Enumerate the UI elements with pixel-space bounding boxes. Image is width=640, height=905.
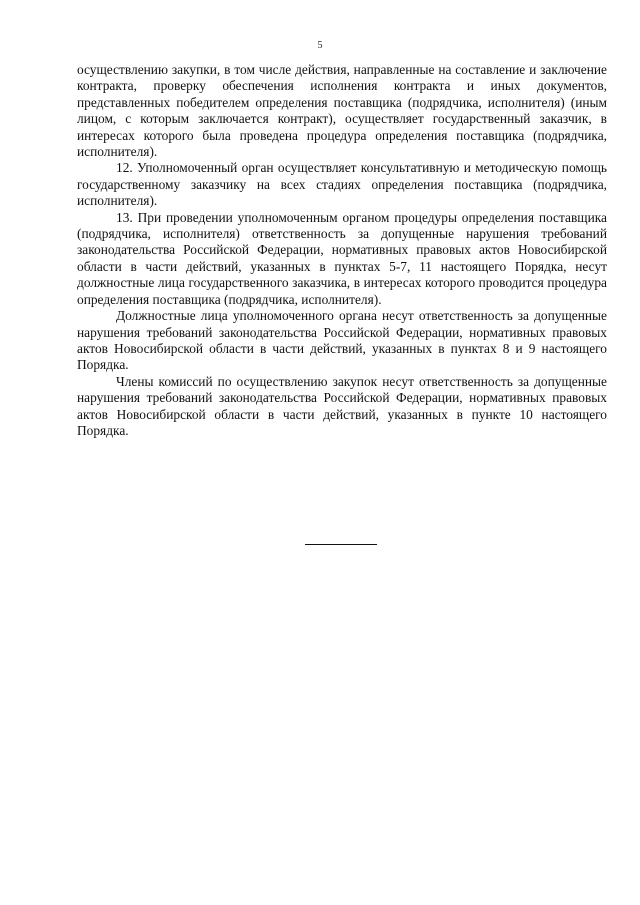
document-body	[77, 62, 607, 439]
page-number: 5	[317, 40, 323, 51]
paragraph-continuation: осуществлению закупки, в том числе действия, направленные на составление и заключение контракта, проверку обеспечения исполнения контракта и иных документов, представленных победителем определения поставщика (подрядчика, исполнителя) (иным лицом, с которым заключается контракт), осуществляет государственный заказчик, в интересах которого была проведена процедура определения поставщика (подрядчика, исполнителя).	[77, 62, 607, 160]
paragraph-item-13: 13. При проведении уполномоченным органом процедуры определения поставщика (подрядчика, исполнителя) ответственность за допущенные нарушения требований законодательства Российской Федерации, нормативных правовых актов Новосибирской области в части действий, указанных в пунктах 5-7, 11 настоящего Порядка, несут должностные лица государственного заказчика, в интересах которого проводится процедура определения поставщика (подрядчика, исполнителя).	[77, 209, 607, 307]
paragraph-authorized-body-officials: Должностные лица уполномоченного органа несут ответственность за допущенные нарушения требований законодательства Российской Федерации, нормативных правовых актов Новосибирской области в части действий, указанных в пунктах 8 и 9 настоящего Порядка.	[77, 308, 607, 373]
paragraph-item-12: 12. Уполномоченный орган осуществляет консультативную и методическую помощь государственному заказчику на всех стадиях определения поставщика (подрядчика, исполнителя).	[77, 160, 607, 209]
paragraph-commission-members: Члены комиссий по осуществлению закупок несут ответственность за допущенные нарушения требований законодательства Российской Федерации, нормативных правовых актов Новосибирской области в части действий, указанных в пункте 10 настоящего Порядка.	[77, 373, 607, 438]
end-of-document-line	[305, 544, 377, 545]
